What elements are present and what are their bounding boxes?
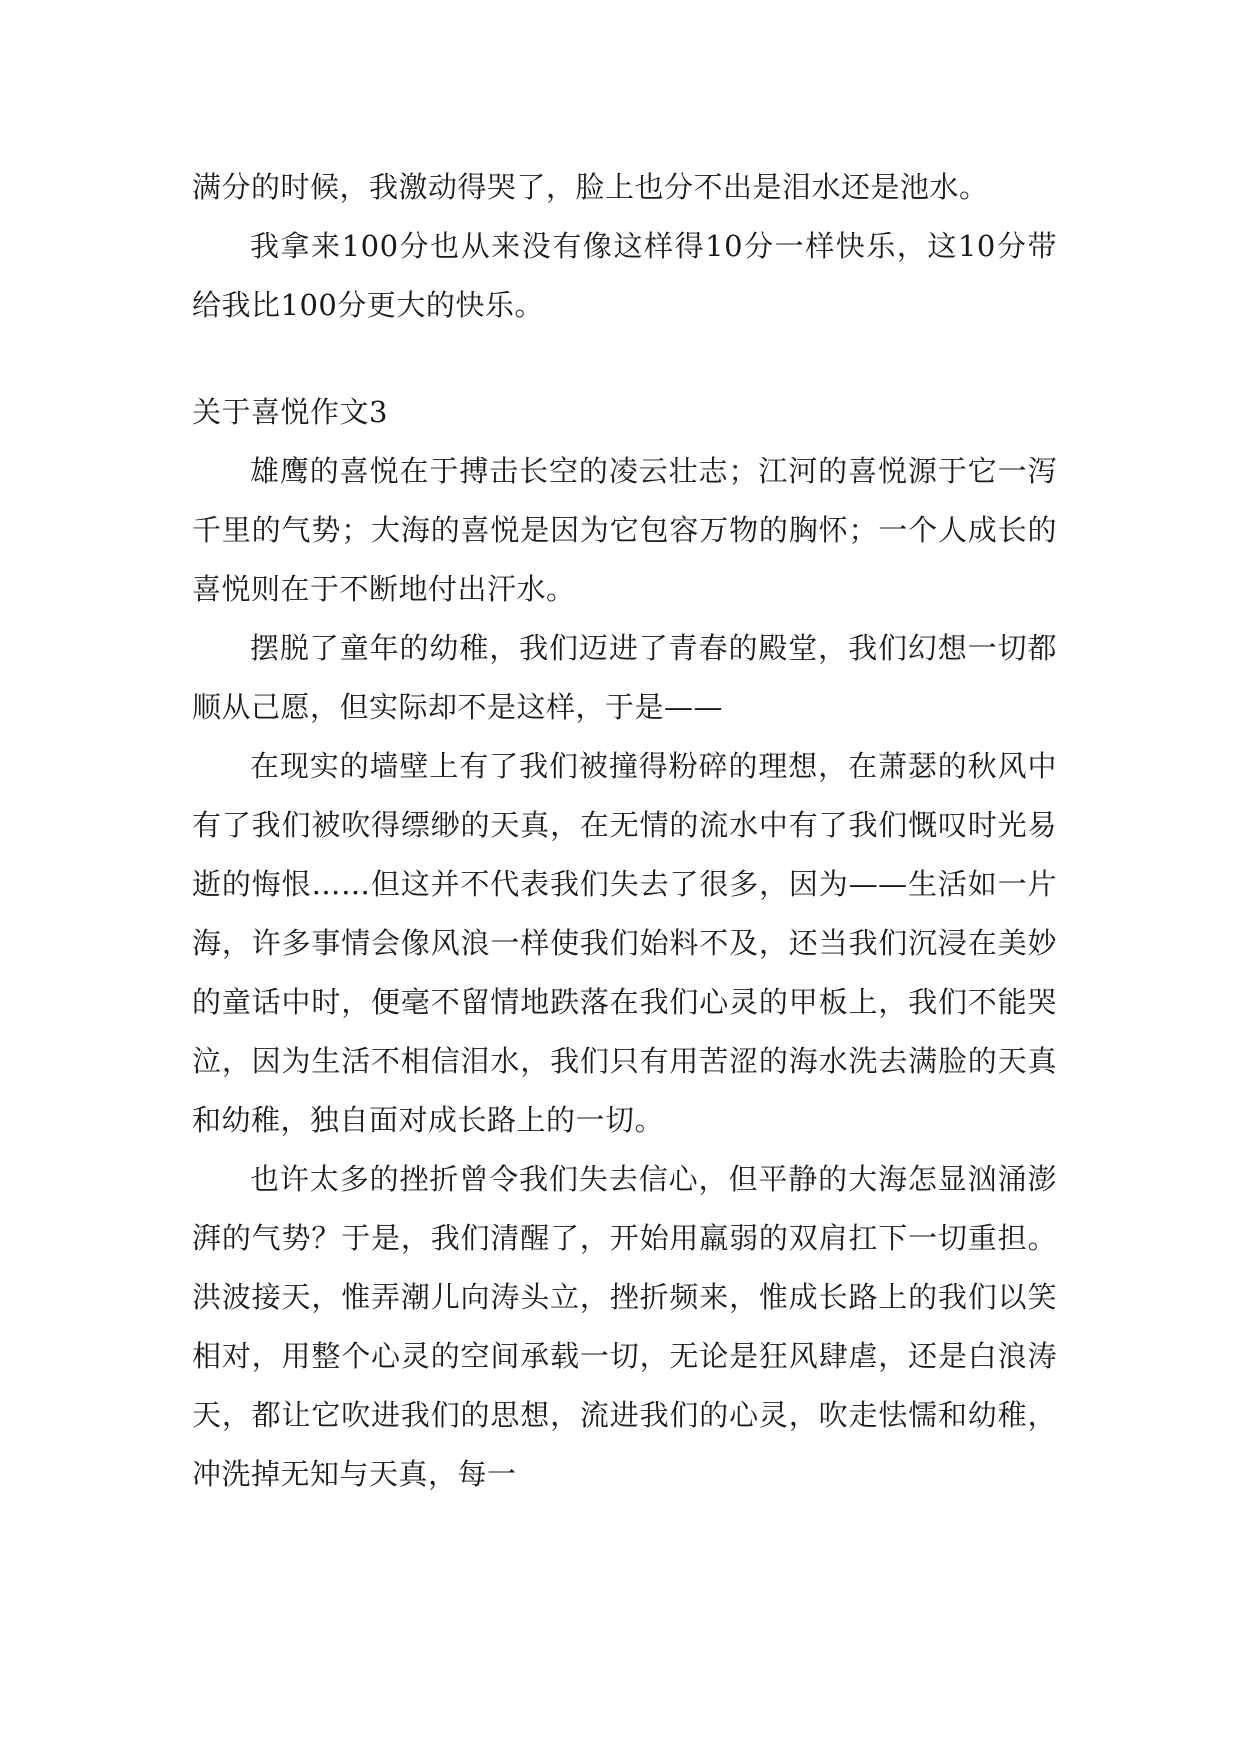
section-title: 关于喜悦作文3 bbox=[192, 395, 388, 429]
paragraph-continuation: 满分的时候，我激动得哭了，脸上也分不出是泪水还是池水。 bbox=[192, 170, 989, 204]
paragraph-1: 雄鹰的喜悦在于搏击长空的凌云壮志；江河的喜悦源于它一泻千里的气势；大海的喜悦是因为它包容万物的胸怀；一个人成长的喜悦则在于不断地付出汗水。 bbox=[192, 454, 1057, 606]
section-gap bbox=[192, 335, 1057, 383]
paragraph-3: 在现实的墙壁上有了我们被撞得粉碎的理想，在萧瑟的秋风中有了我们被吹得缥缈的天真，在无情的流水中有了我们慨叹时光易逝的悔恨……但这并不代表我们失去了很多，因为——生活如一片海，许多事情会像风浪一样使我们始料不及，还当我们沉浸在美妙的童话中时，便毫不留情地跌落在我们心灵的甲板上，我们不能哭泣，因为生活不相信泪水，我们只有用苦涩的海水洗去满脸的天真和幼稚，独自面对成长路上的一切。 bbox=[192, 749, 1057, 1137]
paragraph-4: 也许太多的挫折曾令我们失去信心，但平静的大海怎显汹涌澎湃的气势？于是，我们清醒了，开始用羸弱的双肩扛下一切重担。洪波接天，惟弄潮儿向涛头立，挫折频来，惟成长路上的我们以笑相对，用整个心灵的空间承载一切，无论是狂风肆虐，还是白浪涛天，都让它吹进我们的思想，流进我们的心灵，吹走怯懦和幼稚，冲洗掉无知与天真，每一 bbox=[192, 1162, 1057, 1491]
paragraph-score-joy: 我拿来100分也从来没有像这样得10分一样快乐，这10分带给我比100分更大的快乐。 bbox=[192, 229, 1057, 322]
paragraph-2: 摆脱了童年的幼稚，我们迈进了青春的殿堂，我们幻想一切都顺从己愿，但实际却不是这样，于是—— bbox=[192, 631, 1057, 724]
document-body bbox=[192, 158, 1057, 1504]
